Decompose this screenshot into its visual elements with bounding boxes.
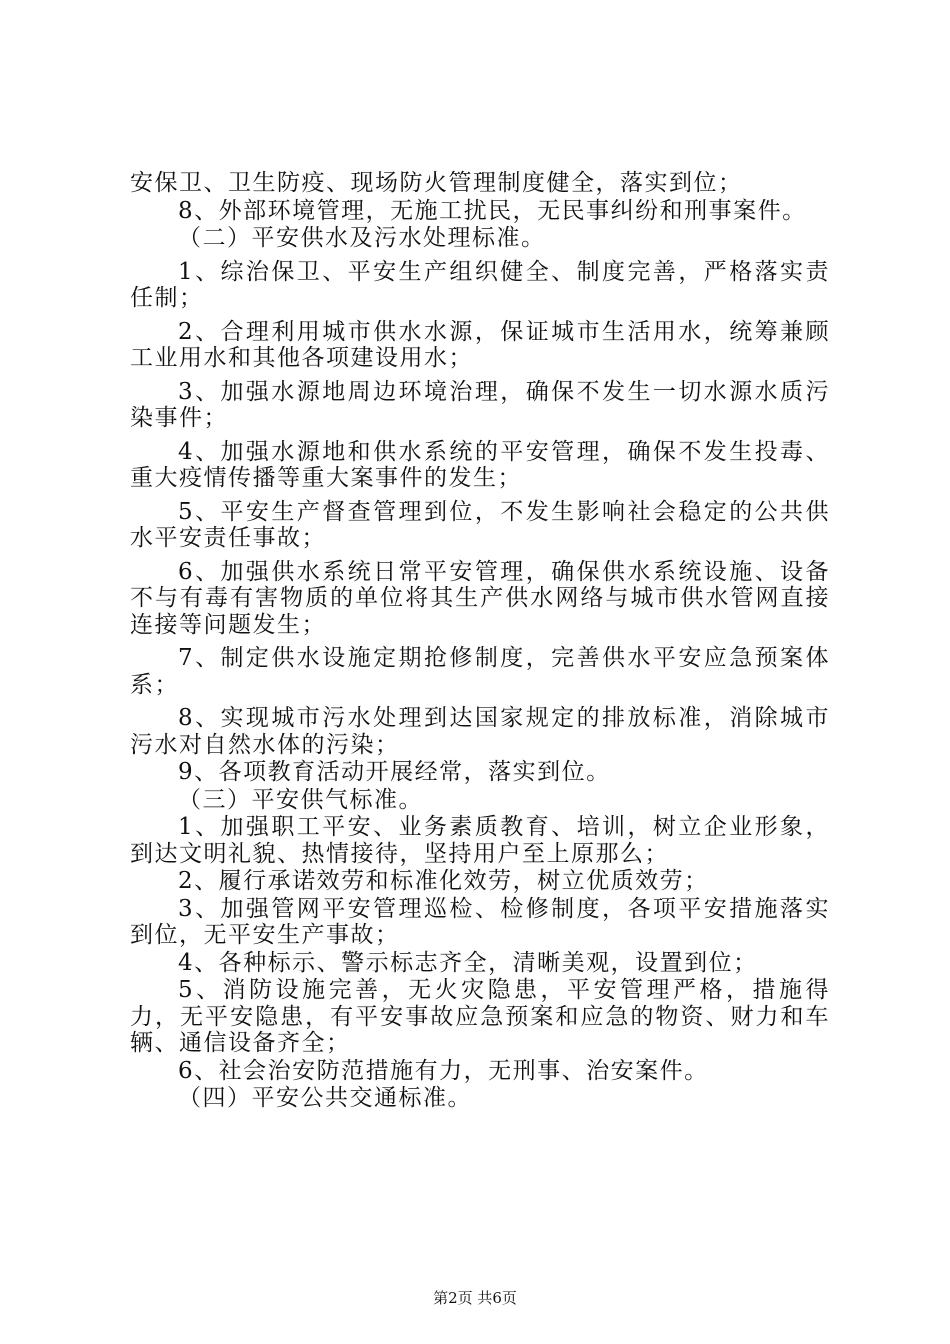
section-heading: （四）平安公共交通标准。 (178, 1085, 472, 1111)
paragraph: 6、社会治安防范措施有力，无刑事、治安案件。 (178, 1057, 709, 1084)
paragraph: 1、综治保卫、平安生产组织健全、制度完善，严格落实责任制； (130, 258, 830, 311)
paragraph: 8、外部环境管理，无施工扰民，无民事纠纷和刑事案件。 (178, 197, 807, 224)
paragraph: 4、各种标示、警示标志齐全，清晰美观，设置到位； (178, 949, 758, 976)
paragraph: 2、合理利用城市供水水源，保证城市生活用水，统筹兼顾工业用水和其他各项建设用水； (130, 318, 830, 371)
section-heading: （二）平安供水及污水处理标准。 (178, 225, 546, 251)
paragraph: 7、制定供水设施定期抢修制度，完善供水平安应急预案体系； (130, 645, 830, 698)
paragraph: 9、各项教育活动开展经常，落实到位。 (178, 759, 611, 785)
section-heading: （三）平安供气标准。 (178, 786, 423, 813)
page-footer: 第2页 共6页 (433, 1289, 517, 1307)
paragraph: 4、加强水源地和供水系统的平安管理，确保不发生投毒、重大疫情传播等重大案事件的发生； (130, 438, 830, 491)
paragraph: 8、实现城市污水处理到达国家规定的排放标准，消除城市污水对自然水体的污染； (130, 705, 830, 758)
paragraph: 5、平安生产督查管理到位，不发生影响社会稳定的公共供水平安责任事故； (130, 498, 830, 551)
paragraph: 3、加强水源地周边环境治理，确保不发生一切水源水质污染事件； (130, 378, 830, 431)
paragraph: 5、消防设施完善，无火灾隐患，平安管理严格，措施得力，无平安隐患，有平安事故应急预案和应急的物资、财力和车辆、通信设备齐全； (130, 977, 830, 1056)
paragraph: 3、加强管网平安管理巡检、检修制度，各项平安措施落实到位，无平安生产事故； (130, 895, 830, 948)
paragraph: 2、履行承诺效劳和标准化效劳，树立优质效劳； (178, 868, 709, 894)
paragraph: 安保卫、卫生防疫、现场防火管理制度健全，落实到位； (130, 170, 743, 196)
paragraph: 6、加强供水系统日常平安管理，确保供水系统设施、设备不与有毒有害物质的单位将其生产供水网络与城市供水管网直接连接等问题发生； (130, 558, 830, 638)
document-body (130, 170, 830, 1112)
paragraph: 1、加强职工平安、业务素质教育、培训，树立企业形象，到达文明礼貌、热情接待，坚持用户至上原那么； (130, 814, 830, 867)
